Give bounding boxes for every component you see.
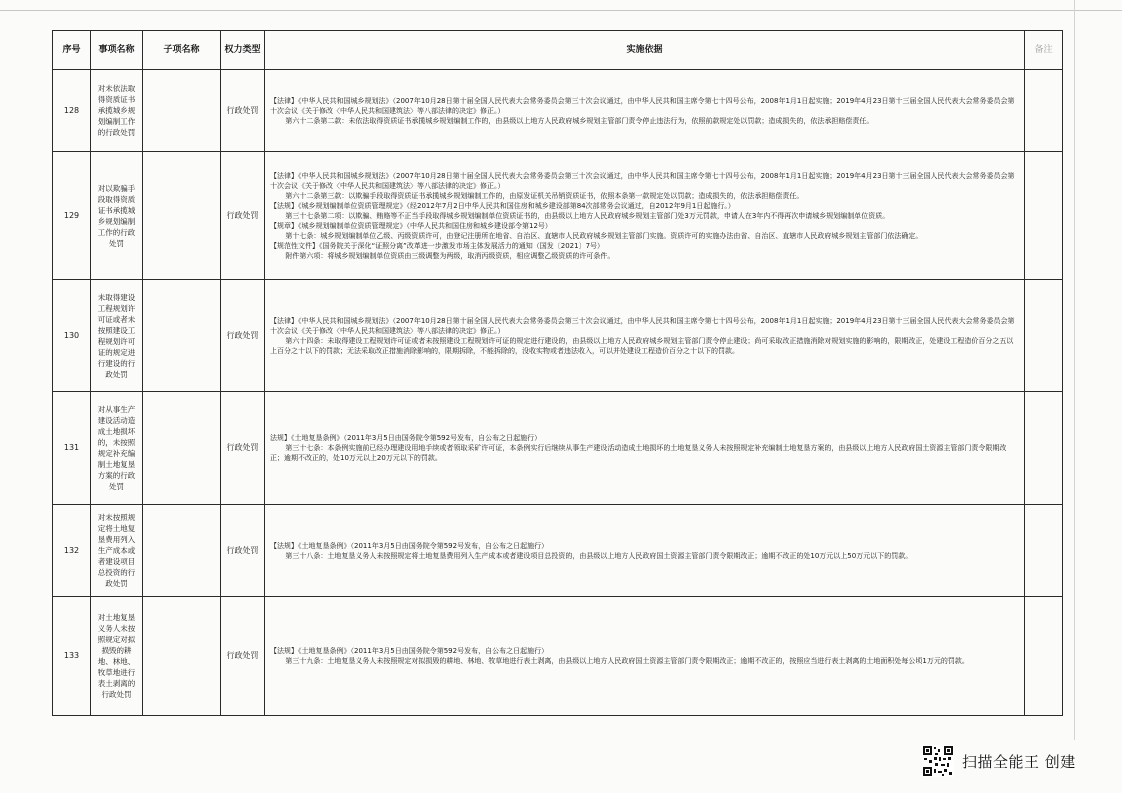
table-header-row [53, 31, 1063, 70]
table-row [53, 392, 1063, 505]
row-basis [265, 70, 1025, 152]
row-ptype: 行政处罚 [221, 152, 265, 280]
basis-para: 【法律】《中华人民共和国城乡规划法》（2007年10月28日第十届全国人民代表大会常务委员会第三十次会议通过，由中华人民共和国主席令第七十四号公布，2008年1月1日起实施；2019年4月23日第十三届全国人民代表大会常务委员会第十次会议《关于修改〈中华人民共和国建筑法〉等八部法律的决定》修正。） [270, 316, 1015, 335]
basis-para: 第三十八条：土地复垦义务人未按照规定将土地复垦费用列入生产成本或者建设项目总投资的，由县级以上地方人民政府国土资源主管部门责令限期改正；逾期不改正的处10万元以上50万元以下的罚款。 [285, 551, 913, 560]
table-row [53, 597, 1063, 716]
row-basis [265, 597, 1025, 716]
basis-para: 【法律】《中华人民共和国城乡规划法》（2007年10月28日第十届全国人民代表大会常务委员会第三十次会议通过，由中华人民共和国主席令第七十四号公布，2008年1月1日起实施；2019年4月23日第十三届全国人民代表大会常务委员会第十次会议《关于修改〈中华人民共和国建筑法〉等八部法律的决定》修正。） [270, 96, 1015, 115]
table-row [53, 152, 1063, 280]
basis-para: 法规】《土地复垦条例》（2011年3月5日由国务院令第592号发布，自公布之日起施行） [270, 434, 542, 442]
table-row [53, 505, 1063, 597]
scan-line [1074, 0, 1075, 740]
enforcement-table [52, 30, 1063, 716]
basis-para: 【法规】《土地复垦条例》（2011年3月5日由国务院令第592号发布，自公布之日起施行） [270, 647, 549, 655]
row-sub [143, 392, 221, 505]
row-note [1025, 70, 1063, 152]
row-sub [143, 597, 221, 716]
basis-para: 第六十二条第二款：未依法取得资质证书承揽城乡规划编制工作的，由县级以上地方人民政府城乡规划主管部门责令停止违法行为，依照前款规定处以罚款；造成损失的，依法承担赔偿责任。 [285, 116, 874, 125]
row-note [1025, 152, 1063, 280]
header-sub: 子项名称 [143, 31, 221, 70]
basis-para: 【法律】《中华人民共和国城乡规划法》（2007年10月28日第十届全国人民代表大会常务委员会第三十次会议通过，由中华人民共和国主席令第七十四号公布，2008年1月1日起实施；2019年4月23日第十三届全国人民代表大会常务委员会第十次会议《关于修改〈中华人民共和国建筑法〉等八部法律的决定》修正。） [270, 171, 1015, 190]
row-ptype: 行政处罚 [221, 597, 265, 716]
row-seq: 130 [53, 280, 91, 392]
scanner-watermark [922, 745, 1102, 777]
header-item: 事项名称 [91, 31, 143, 70]
basis-para: 第六十四条：未取得建设工程规划许可证或者未按照建设工程规划许可证的规定进行建设的，由县级以上地方人民政府城乡规划主管部门责令停止建设；尚可采取改正措施消除对规划实施的影响的，限期改正，处建设工程造价百分之五以上百分之十以下的罚款；无法采取改正措施消除影响的，限期拆除，不能拆除的，没收实物或者违法收入，可以并处建设工程造价百分之十以下的罚款。 [270, 336, 1014, 355]
row-basis [265, 392, 1025, 505]
row-ptype: 行政处罚 [221, 280, 265, 392]
row-seq: 132 [53, 505, 91, 597]
row-sub [143, 280, 221, 392]
header-basis: 实施依据 [265, 31, 1025, 70]
row-item: 未取得建设工程规划许可证或者未按照建设工程规划许可证的规定进行建设的行政处罚 [91, 280, 143, 392]
row-note [1025, 597, 1063, 716]
row-item: 对从事生产建设活动造成土地损坏的，未按照规定补充编制土地复垦方案的行政处罚 [91, 392, 143, 505]
row-note [1025, 505, 1063, 597]
basis-para: 第三十七条第二项：以欺骗、贿赂等不正当手段取得城乡规划编制单位资质证书的，由县级以上地方人民政府城乡规划主管部门处3万元罚款，申请人在3年内不得再次申请城乡规划编制单位资质。 [285, 211, 890, 220]
row-basis [265, 280, 1025, 392]
row-basis [265, 152, 1025, 280]
row-ptype: 行政处罚 [221, 392, 265, 505]
basis-para: 【规章】《城乡规划编制单位资质管理规定》（中华人民共和国住房和城乡建设部令第12号） [270, 221, 552, 230]
row-basis [265, 505, 1025, 597]
row-seq: 133 [53, 597, 91, 716]
basis-para: 附件第六项：将城乡规划编制单位资质由三级调整为两级，取消丙级资质，相应调整乙级资质的许可条件。 [285, 251, 615, 260]
basis-para: 【法规】《土地复垦条例》（2011年3月5日由国务院令第592号发布，自公布之日起施行） [270, 541, 549, 550]
table-row [53, 70, 1063, 152]
row-item: 对土地复垦义务人未按照规定对拟损毁的耕地、林地、牧草地进行表土剥离的行政处罚 [91, 597, 143, 716]
table-row [53, 280, 1063, 392]
row-seq: 129 [53, 152, 91, 280]
row-note [1025, 392, 1063, 505]
row-ptype: 行政处罚 [221, 505, 265, 597]
header-seq: 序号 [53, 31, 91, 70]
basis-para: 第六十二条第三款：以欺骗手段取得资质证书承揽城乡规划编制工作的，由原发证机关吊销资质证书，依照本条第一款规定处以罚款；造成损失的，依法承担赔偿责任。 [285, 191, 804, 200]
scan-line [0, 10, 1122, 11]
row-sub [143, 152, 221, 280]
qr-code-icon [922, 745, 954, 777]
row-seq: 131 [53, 392, 91, 505]
header-ptype: 权力类型 [221, 31, 265, 70]
row-item: 对以欺骗手段取得资质证书承揽城乡规划编制工作的行政处罚 [91, 152, 143, 280]
basis-para: 第三十七条：本条例实施前已经办理建设用地手续或者领取采矿许可证，本条例实行后继续从事生产建设活动造成土地损坏的土地复垦义务人未按照规定补充编制土地复垦方案的，由县级以上地方人民政府国土资源主管部门责令限期改正；逾期不改正的，处10万元以上20万元以下的罚款。 [270, 444, 1007, 462]
basis-para: 【法规】《城乡规划编制单位资质管理规定》（经2012年7月2日中华人民共和国住房和城乡建设部第84次部常务会议通过，自2012年9月1日起施行。） [270, 201, 735, 210]
scanner-brand-text: 扫描全能王 创建 [962, 752, 1076, 771]
basis-para: 第十七条：城乡规划编制单位乙级、丙级资质许可，由登记注册所在地省、自治区、直辖市人民政府城乡规划主管部门实施。资质许可的实施办法由省、自治区、直辖市人民政府城乡规划主管部门依法确定。 [285, 231, 923, 240]
row-sub [143, 505, 221, 597]
row-item: 对未依法取得资质证书承揽城乡规划编制工作的行政处罚 [91, 70, 143, 152]
row-item: 对未按照规定将土地复垦费用列入生产成本或者建设项目总投资的行政处罚 [91, 505, 143, 597]
row-ptype: 行政处罚 [221, 70, 265, 152]
header-note: 备注 [1025, 31, 1063, 70]
basis-para: 【规范性文件】《国务院关于深化“证照分离”改革进一步激发市场主体发展活力的通知（国发〔2021〕7号） [270, 241, 605, 250]
basis-para: 第三十九条：土地复垦义务人未按照规定对拟损毁的耕地、林地、牧草地进行表土剥离，由县级以上地方人民政府国土资源主管部门责令限期改正；逾期不改正的，按照应当进行表土剥离的土地面积处每公顷1万元的罚款。 [285, 657, 969, 665]
row-sub [143, 70, 221, 152]
row-note [1025, 280, 1063, 392]
row-seq: 128 [53, 70, 91, 152]
